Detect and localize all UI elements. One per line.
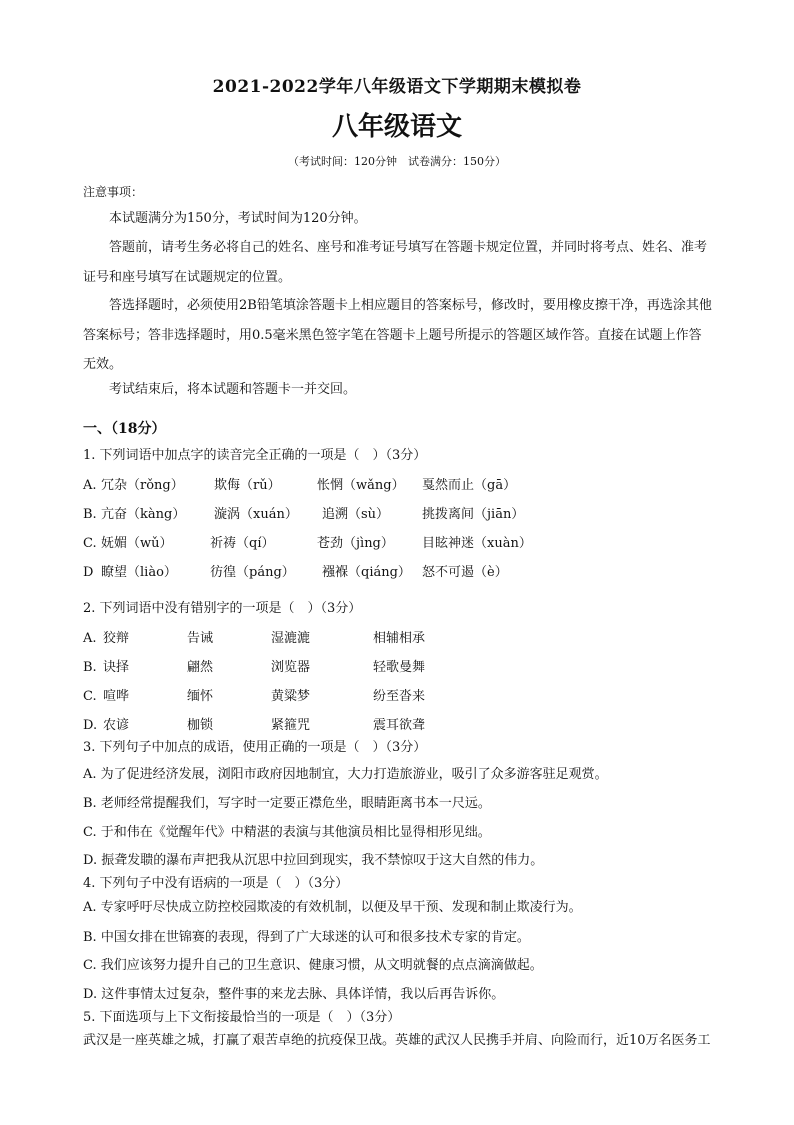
option-label: D.	[83, 718, 98, 733]
option-item: 妩媚（wǔ）	[101, 536, 173, 551]
question-5-passage: 武汉是一座英雄之城，打赢了艰苦卓绝的抗疫保卫战。英雄的武汉人民携手并肩、向险而行，近10万名医务工	[83, 1033, 711, 1048]
option-item: 相辅相承	[373, 631, 426, 646]
option-item: 彷徨（páng）	[210, 565, 295, 580]
question-3-option-b: B. 老师经常提醒我们，写字时一定要正襟危坐，眼睛距离书本一尺远。	[83, 796, 491, 811]
option-item: 怅惘（wǎng）	[317, 478, 405, 493]
notice-paragraph-4: 考试结束后，将本试题和答题卡一并交回。	[109, 382, 357, 397]
question-4-stem: 4. 下列句子中没有语病的一项是（ ）（3分）	[83, 876, 349, 891]
question-3-stem: 3. 下列句子中加点的成语，使用正确的一项是（ ）（3分）	[83, 740, 427, 755]
option-label: C.	[83, 689, 97, 704]
option-label: A.	[83, 478, 97, 493]
option-label: B.	[83, 507, 97, 522]
question-4-option-a: A. 专家呼吁尽快成立防控校园欺凌的有效机制，以便及早干预、发现和制止欺凌行为。	[83, 900, 582, 915]
option-item: 欺侮（rǔ）	[214, 478, 281, 493]
option-item: 轻歌曼舞	[373, 660, 426, 675]
option-item: 追溯（sù）	[322, 507, 390, 522]
option-item: 怒不可遏（è）	[422, 565, 508, 580]
question-1-stem: 1. 下列词语中加点字的读音完全正确的一项是（ ）（3分）	[83, 448, 427, 463]
option-item: 紧箍咒	[271, 718, 311, 733]
exam-title: 2021-2022学年八年级语文下学期期末模拟卷	[212, 77, 582, 97]
section-heading: 一、（18分）	[83, 421, 166, 437]
option-item: 襁褓（qiáng）	[322, 565, 411, 580]
notice-paragraph-3: 答选择题时，必须使用2B铅笔填涂答题卡上相应题目的答案标号，修改时，要用橡皮擦干净，再选涂其他答案标号；答非选择题时，用0.5毫米黑色签字笔在答题卡上题号所提示的答题区域作答。直接在试题上作答无效。	[83, 298, 712, 372]
notice-paragraph-2: 答题前，请考生务必将自己的姓名、座号和准考证号填写在答题卡规定位置，并同时将考点、姓名、准考证号和座号填写在试题规定的位置。	[83, 240, 708, 285]
option-label: B.	[83, 660, 97, 675]
option-item: 缅怀	[187, 689, 214, 704]
option-item: 目眩神迷（xuàn）	[422, 536, 532, 551]
option-item: 亢奋（kàng）	[101, 507, 186, 522]
option-label: C.	[83, 536, 97, 551]
option-item: 黄粱梦	[271, 689, 311, 704]
option-item: 冗杂（rǒng）	[101, 478, 184, 493]
option-item: 狡辩	[103, 631, 130, 646]
question-4-option-c: C. 我们应该努力提升自己的卫生意识、健康习惯，从文明就餐的点点滴滴做起。	[83, 958, 543, 973]
option-item: 浏览器	[271, 660, 311, 675]
option-item: 震耳欲聋	[373, 718, 426, 733]
question-2-stem: 2. 下列词语中没有错别字的一项是（ ）（3分）	[83, 601, 362, 616]
notice-paragraph-1: 本试题满分为150分，考试时间为120分钟。	[109, 211, 367, 226]
option-item: 湿漉漉	[271, 631, 311, 646]
option-item: 诀择	[103, 660, 130, 675]
option-label: D	[83, 565, 94, 580]
option-label: A.	[83, 631, 97, 646]
option-item: 纷至沓来	[373, 689, 426, 704]
option-item: 告诫	[187, 631, 214, 646]
question-3-option-c: C. 于和伟在《觉醒年代》中精湛的表演与其他演员相比显得相形见绌。	[83, 825, 491, 840]
option-item: 枷锁	[187, 718, 214, 733]
question-5-stem: 5. 下面选项与上下文衔接最恰当的一项是（ ）（3分）	[83, 1010, 401, 1025]
exam-time-info: （考试时间：120分钟 试卷满分：150分）	[288, 155, 506, 168]
option-item: 挑拨离间（jiān）	[422, 507, 525, 522]
option-item: 苍劲（jìng）	[317, 536, 394, 551]
option-item: 农谚	[103, 718, 130, 733]
question-4-option-d: D. 这件事情太过复杂，整件事的来龙去脉、具体详情，我以后再告诉你。	[83, 987, 505, 1002]
question-3-option-a: A. 为了促进经济发展，浏阳市政府因地制宜，大力打造旅游业，吸引了众多游客驻足观赏。	[83, 767, 608, 782]
notice-heading: 注意事项：	[83, 185, 144, 199]
question-3-option-d: D. 振聋发聩的瀑布声把我从沉思中拉回到现实，我不禁惊叹于这大自然的伟力。	[83, 853, 544, 868]
option-item: 喧哗	[103, 689, 130, 704]
question-4-option-b: B. 中国女排在世锦赛的表现，得到了广大球迷的认可和很多技术专家的肯定。	[83, 930, 530, 945]
option-item: 瞭望（liào）	[101, 565, 177, 580]
option-item: 祈祷（qí）	[210, 536, 275, 551]
option-item: 戛然而止（gā）	[422, 478, 517, 493]
subject-title: 八年级语文	[331, 112, 462, 142]
option-item: 漩涡（xuán）	[214, 507, 298, 522]
option-item: 翩然	[187, 660, 214, 675]
